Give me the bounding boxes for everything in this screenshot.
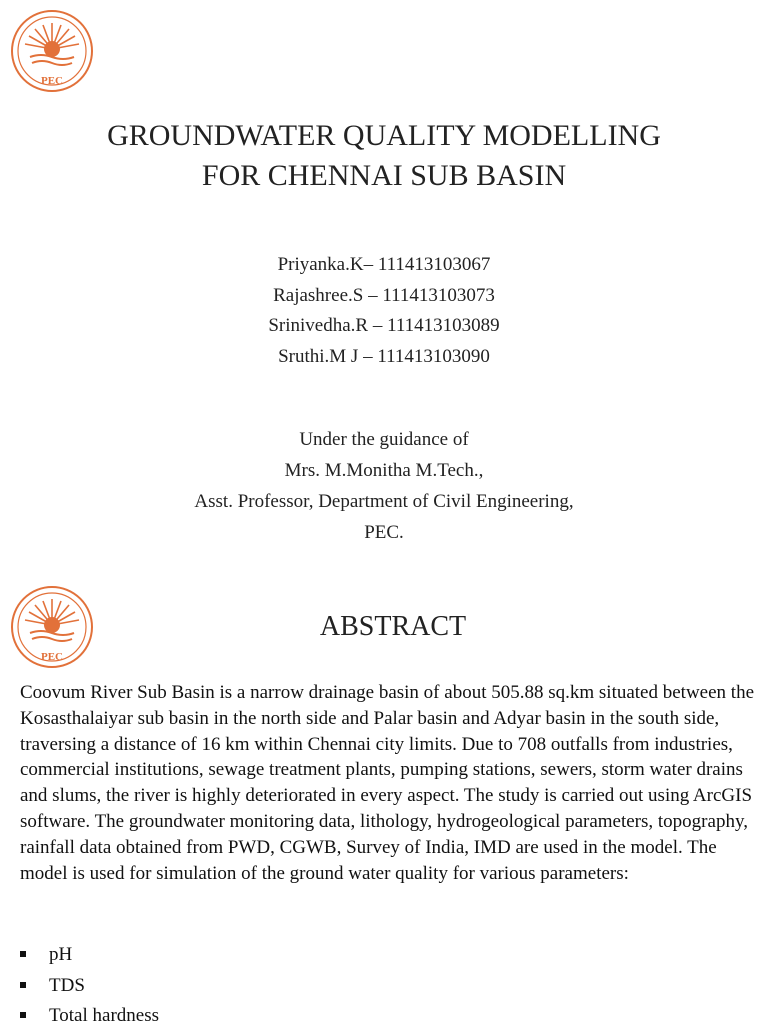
- bullet-icon: [20, 1012, 26, 1018]
- logo-text: PEC: [41, 651, 63, 663]
- guidance-line: Asst. Professor, Department of Civil Engineering,: [194, 491, 574, 512]
- guidance-line: PEC.: [364, 522, 404, 543]
- title-line: FOR CHENNAI SUB BASIN: [201, 159, 567, 192]
- author-item: Priyanka.K– 111413103067: [277, 254, 491, 275]
- author-item: Rajashree.S – 111413103073: [273, 284, 495, 306]
- title-line: GROUNDWATER QUALITY MODELLING: [107, 119, 661, 152]
- bullet-icon: [20, 982, 26, 988]
- guidance-block: [0, 424, 768, 548]
- parameter-label: Total hardness: [49, 1005, 160, 1026]
- pec-logo-icon: [10, 9, 94, 93]
- list-item: [20, 1001, 720, 1032]
- abstract-body: Coovum River Sub Basin is a narrow drainage basin of about 505.88 sq.km situated between the Kosasthalaiyar sub basin in the north side and Palar basin and Adyar basin in the south side, traversing a distance of 16 km within Chennai city limits. Due to 708 outfalls from industries, commercial institutions, sewage treatment plants, pumping stations, sewers, storm water drains and slums, the river is highly deteriorated in every aspect. The study is carried out using ArcGIS software. The groundwater monitoring data, lithology, hydrogeological parameters, topography, rainfall data obtained from PWD, CGWB, Survey of India, IMD are used in the model. The model is used for simulation of the ground water quality for various parameters:: [20, 682, 755, 884]
- guidance-line: Mrs. M.Monitha M.Tech.,: [284, 460, 484, 481]
- parameter-label: TDS: [49, 974, 85, 996]
- bullet-icon: [20, 951, 26, 957]
- list-item: [20, 971, 720, 1002]
- author-item: Srinivedha.R – 111413103089: [268, 315, 500, 336]
- logo-text: PEC: [41, 75, 63, 87]
- parameter-list: [20, 940, 720, 1032]
- abstract-slide: [0, 575, 768, 1024]
- presentation-title: [0, 116, 768, 196]
- list-item: [20, 940, 720, 971]
- author-list: [0, 250, 768, 372]
- author-item: Sruthi.M J – 111413103090: [278, 345, 490, 367]
- abstract-heading: ABSTRACT: [319, 611, 467, 642]
- parameter-label: pH: [49, 944, 73, 965]
- guidance-line: Under the guidance of: [299, 429, 469, 450]
